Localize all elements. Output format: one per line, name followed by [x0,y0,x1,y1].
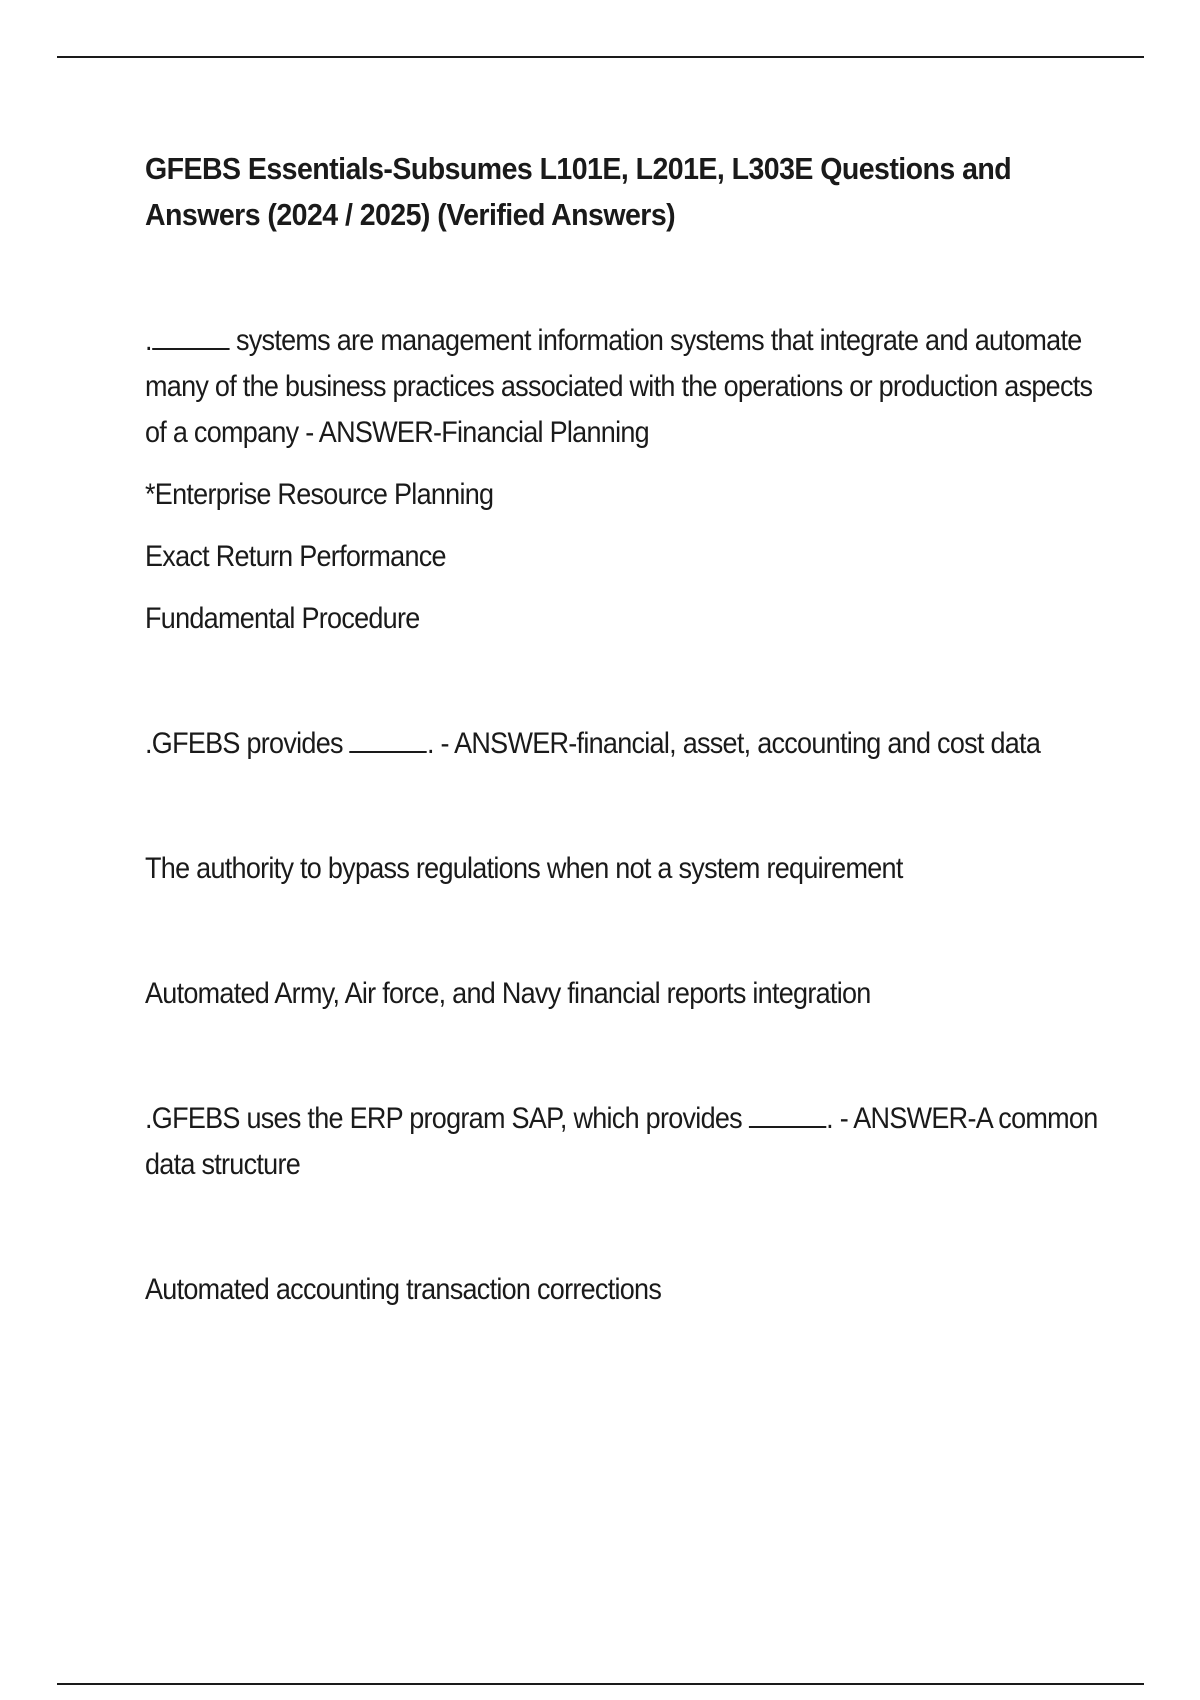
question-1-option: Exact Return Performance [145,540,446,573]
answer-blank [749,1102,826,1128]
question-2-after: . - ANSWER-financial, asset, accounting and cost data [426,727,1041,760]
answer-blank [350,727,427,753]
question-2 [145,721,1099,767]
answer-blank [152,324,229,350]
question-3-option: Automated accounting transaction corrections [145,1273,662,1306]
question-1-text: systems are management information systems that integrate and automate many of the business practices associated with the operations or production aspects of a company - ANSWER-Financial Planning [145,324,1093,449]
question-2-before: .GFEBS provides [145,727,350,760]
question-2-option: The authority to bypass regulations when not a system requirement [145,852,903,885]
question-1 [145,318,1099,456]
question-3-before: .GFEBS uses the ERP program SAP, which provides [145,1102,749,1135]
question-1-option: Fundamental Procedure [145,602,420,635]
header-rule [57,56,1144,58]
document-title: GFEBS Essentials-Subsumes L101E, L201E, L303E Questions and Answers (2024 / 2025) (Verified Answers) [145,151,1012,232]
question-2-option: Automated Army, Air force, and Navy financial reports integration [145,977,871,1010]
footer-rule [57,1683,1144,1685]
question-1-prefix: . [145,324,152,357]
question-3-after: . - ANSWER-A common data structure [145,1102,1098,1181]
question-1-option: *Enterprise Resource Planning [145,478,494,511]
document-body [145,146,1098,1313]
question-3 [145,1096,1099,1188]
